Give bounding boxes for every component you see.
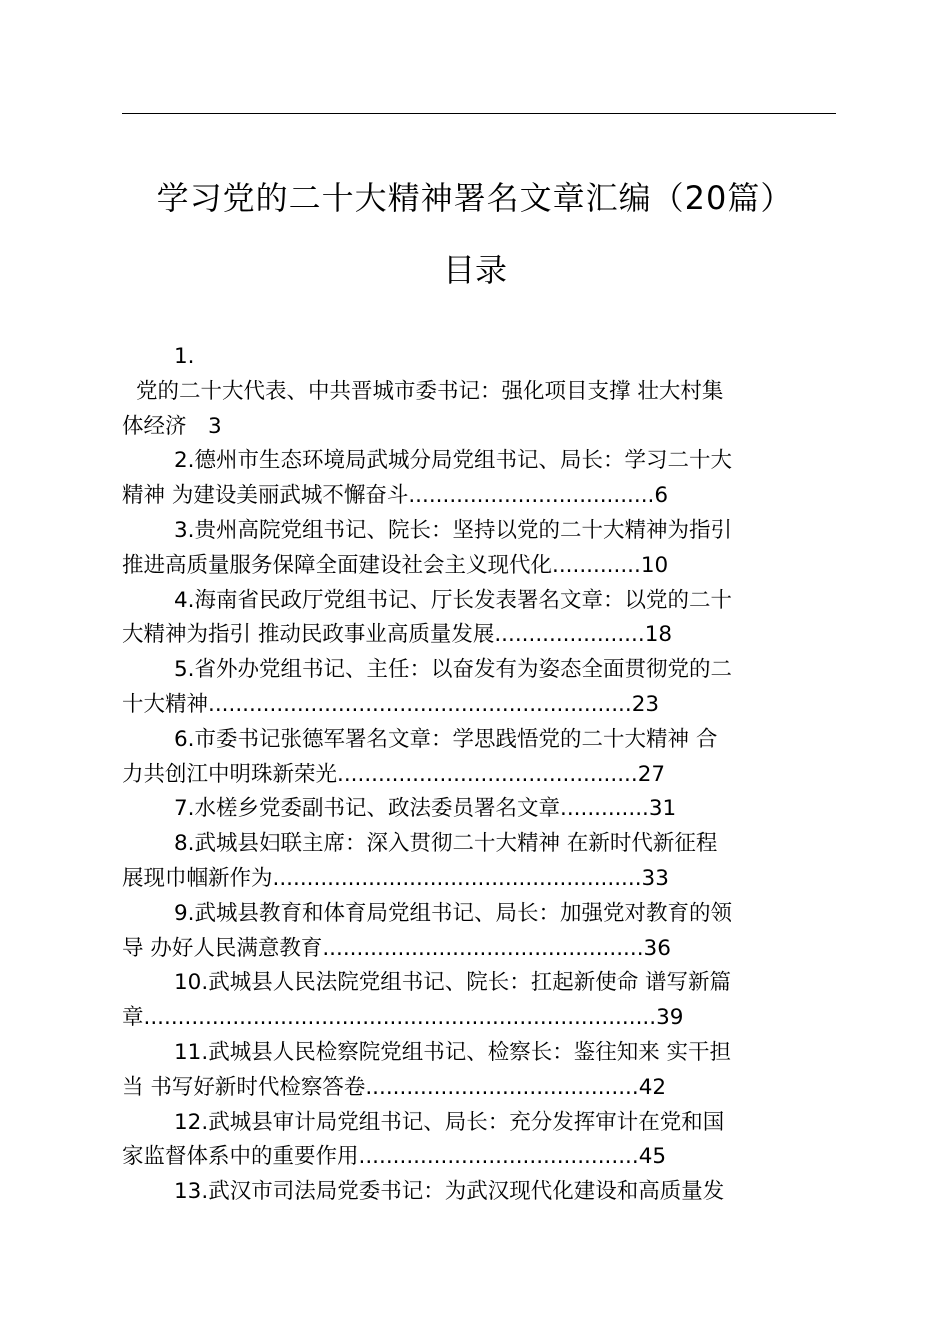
- document-title: 学习党的二十大精神署名文章汇编（20篇）: [156, 179, 794, 217]
- toc-line[interactable]: 力共创江中明珠新荣光............................................27: [122, 761, 666, 787]
- toc-line[interactable]: 导 办好人民满意教育...............................................36: [122, 935, 671, 961]
- toc-line[interactable]: 1.: [174, 344, 195, 369]
- toc-line[interactable]: 5.省外办党组书记、主任：以奋发有为姿态全面贯彻党的二: [174, 657, 733, 683]
- toc-line[interactable]: 十大精神..............................................................23: [122, 691, 660, 717]
- toc-line[interactable]: 党的二十大代表、中共晋城市委书记：强化项目支撑 壮大村集: [136, 378, 724, 404]
- toc-line[interactable]: 4.海南省民政厅党组书记、厅长发表署名文章：以党的二十: [174, 587, 733, 613]
- header-rule: [122, 113, 836, 114]
- table-of-contents: [122, 340, 836, 1210]
- toc-line[interactable]: 9.武城县教育和体育局党组书记、局长：加强党对教育的领: [174, 900, 733, 926]
- toc-line[interactable]: 3.贵州高院党组书记、院长：坚持以党的二十大精神为指引: [174, 517, 733, 543]
- toc-line[interactable]: 6.市委书记张德军署名文章：学思践悟党的二十大精神 合: [174, 726, 718, 752]
- toc-line[interactable]: 13.武汉市司法局党委书记：为武汉现代化建设和高质量发: [174, 1179, 725, 1205]
- toc-line[interactable]: 推进高质量服务保障全面建设社会主义现代化.............10: [122, 552, 669, 578]
- toc-line[interactable]: 2.德州市生态环境局武城分局党组书记、局长：学习二十大: [174, 448, 733, 474]
- toc-line[interactable]: 章...........................................................................39: [122, 1005, 684, 1031]
- toc-line[interactable]: 8.武城县妇联主席：深入贯彻二十大精神 在新时代新征程: [174, 831, 718, 857]
- toc-heading: 目录: [442, 251, 507, 289]
- toc-line[interactable]: 7.水槎乡党委副书记、政法委员署名文章.............31: [174, 796, 677, 822]
- toc-line[interactable]: 展现巾帼新作为......................................................33: [122, 865, 669, 891]
- toc-line[interactable]: 体经济 3: [122, 413, 222, 439]
- toc-line[interactable]: 大精神为指引 推动民政事业高质量发展......................18: [122, 622, 673, 648]
- toc-line[interactable]: 12.武城县审计局党组书记、局长：充分发挥审计在党和国: [174, 1109, 725, 1135]
- toc-line[interactable]: 11.武城县人民检察院党组书记、检察长：鉴往知来 实干担: [174, 1039, 732, 1065]
- toc-line[interactable]: 当 书写好新时代检察答卷........................................42: [122, 1074, 667, 1100]
- toc-line[interactable]: 家监督体系中的重要作用.........................................45: [122, 1144, 667, 1170]
- toc-line[interactable]: 10.武城县人民法院党组书记、院长：扛起新使命 谱写新篇: [174, 970, 732, 996]
- toc-line[interactable]: 精神 为建设美丽武城不懈奋斗....................................6: [122, 483, 669, 509]
